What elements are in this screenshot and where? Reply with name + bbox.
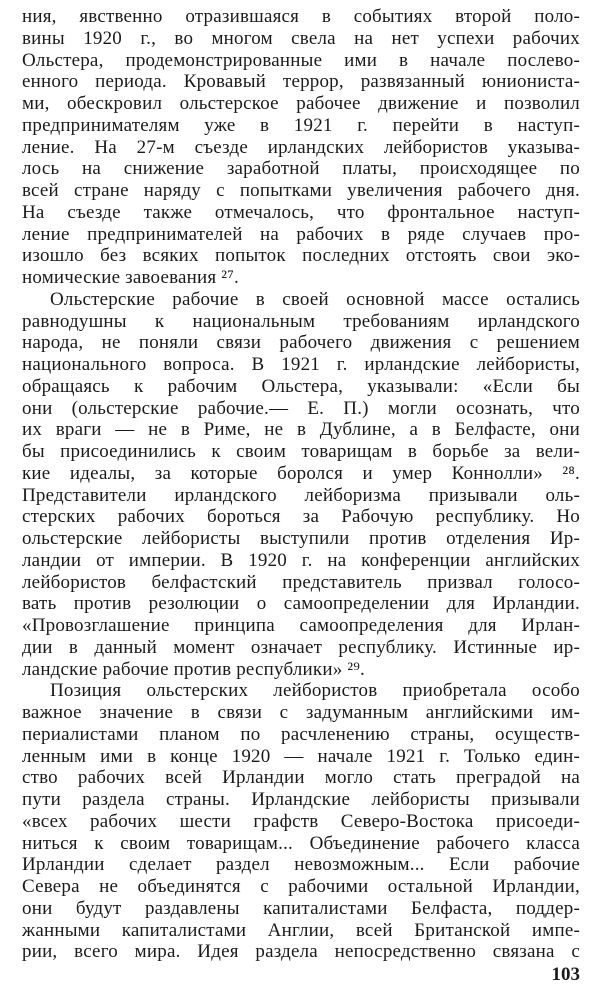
- text-line: Позиция ольстерских лейбористов приобретала особо: [50, 680, 580, 702]
- text-line: ми, обескровил ольстерское рабочее движение и позволил: [22, 93, 580, 114]
- text-line: номические завоевания ²⁷.: [22, 267, 239, 288]
- text-line: национального вопроса. В 1921 г. ирландские лейбористы,: [22, 354, 580, 375]
- text-line: жанными капиталистами Англии, всей Британской импе-: [22, 919, 580, 941]
- text-line: народа, не поняли связи рабочего движения с решением: [22, 332, 580, 354]
- text-line: лось на снижение заработной платы, происходящее по: [22, 158, 580, 180]
- text-line: Представители ирландского лейборизма призывали оль-: [22, 484, 580, 506]
- text-line: предпринимателям уже в 1921 г. перейти в наступ-: [22, 114, 580, 136]
- text-line: пути раздела страны. Ирландские лейбористы призывали: [22, 789, 580, 810]
- text-line: стерских рабочих бороться за Рабочую республику. Но: [22, 506, 580, 528]
- text-line: лейбористов белфастский представитель призвал голосо-: [22, 571, 580, 593]
- text-line: кие идеалы, за которые боролся и умер Коннолли» ²⁸.: [22, 462, 580, 484]
- text-line: ление предпринимателей на рабочих в ряде случаев про-: [22, 223, 580, 245]
- text-line: ление. На 27-м съезде ирландских лейбористов указыва-: [22, 136, 580, 158]
- text-line: Ольстера, продемонстрированные ими в начале послево-: [22, 49, 580, 71]
- text-line: важное значение в связи с задуманным английскими им-: [22, 702, 580, 723]
- text-line: ния, явственно отразившаяся в событиях второй поло-: [22, 6, 580, 27]
- text-line: енного периода. Кровавый террор, развязанный юниониста-: [22, 71, 580, 93]
- text-line: они (ольстерские рабочие.— Е. П.) могли осознать, что: [22, 397, 580, 419]
- text-line: Ирландии сделает раздел невозможным... Если рабочие: [22, 854, 580, 876]
- text-line: всей стране наряду с попытками увеличения рабочего дня.: [22, 180, 580, 201]
- text-line: вать против резолюции о самоопределении для Ирландии.: [22, 593, 580, 615]
- text-line: ленным ими в конце 1920 — начале 1921 г. Только един-: [22, 745, 580, 767]
- text-line: изошло без всяких попыток последних отстоять свои эко-: [22, 245, 580, 267]
- text-line: вины 1920 г., во многом свела на нет успехи рабочих: [22, 27, 580, 49]
- text-line: ниться к своим товарищам... Объединение рабочего класса: [22, 832, 580, 854]
- text-line: рии, всего мира. Идея раздела непосредственно связана с: [22, 941, 580, 963]
- text-line: ландские рабочие против республики» ²⁹.: [22, 658, 366, 680]
- text-line: Ольстерские рабочие в своей основной массе остались: [50, 288, 580, 310]
- text-line: Севера не объединятся с рабочими остальной Ирландии,: [22, 876, 580, 897]
- text-line: равнодушны к национальным требованиям ирландского: [22, 310, 580, 332]
- text-line: «всех рабочих шести графств Северо-Востока присоеди-: [22, 810, 580, 832]
- text-line: ство рабочих всей Ирландии могло стать преградой на: [22, 767, 580, 789]
- text-line: их враги — не в Риме, не в Дублине, а в Белфасте, они: [22, 419, 580, 441]
- text-line: дии в данный момент означает республику. Истинные ир-: [22, 636, 580, 658]
- page-number: 103: [551, 964, 580, 985]
- text-line: На съезде также отмечалось, что фронтальное наступ-: [22, 201, 580, 223]
- text-line: периалистами планом по расчленению страны, осуществ-: [22, 723, 580, 745]
- text-line: ландии от империи. В 1920 г. на конференции английских: [22, 549, 580, 571]
- body-text: [22, 6, 580, 963]
- text-line: бы присоединились к своим товарищам в борьбе за вели-: [22, 441, 580, 462]
- text-line: они будут раздавлены капиталистами Белфаста, поддер-: [22, 897, 580, 919]
- text-line: ольстерские лейбористы выступили против отделения Ир-: [22, 528, 580, 549]
- text-line: «Провозглашение принципа самоопределения для Ирлан-: [22, 615, 580, 636]
- text-line: обращаясь к рабочим Ольстера, указывали: «Если бы: [22, 375, 580, 397]
